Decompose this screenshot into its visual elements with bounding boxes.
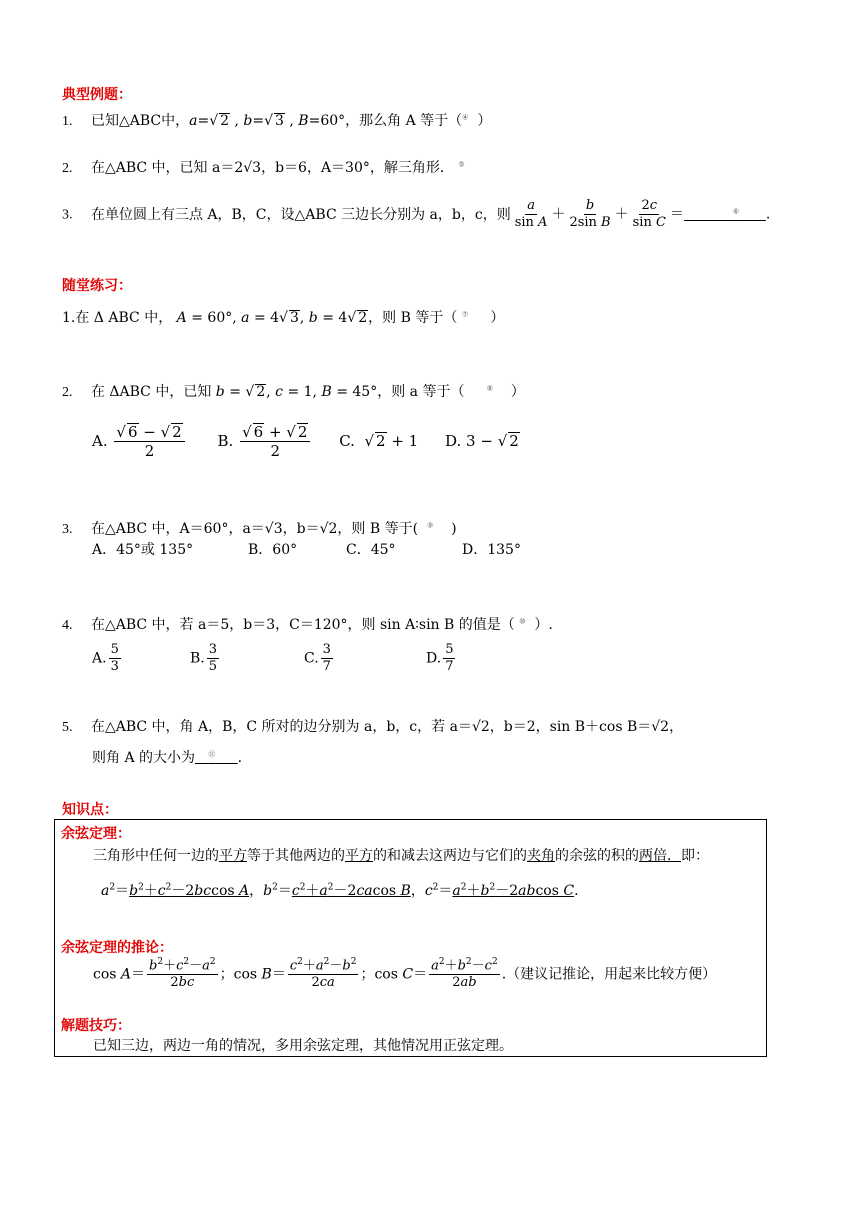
practice-2: 2. 在 ΔABC 中，已知 b = √ 2, c = 1, B = 45°，则 a 等于（ ⑧ ） xyxy=(62,381,525,401)
example-3: 3. 在单位圆上有三点 A，B，C，设△ABC 三边长分别为 a，b，c，则 $\frac{a}{\text{sin A}}$ ＋ $\frac{b}{\text{2sin B}}$ ＋ $\frac{2c}{\text{sin C}}$ ＝ ⑥ . xyxy=(62,198,771,230)
practice-4: 4. 在△ABC 中，若 a＝5，b＝3，C＝120°，则 sin A∶sin B 的值是（ ⑩ ）. xyxy=(62,617,553,633)
example-1: 1. 已知△ABC中，a=√ 2 , b=√ 3 , B=60°，那么角 A 等于（④ ） xyxy=(62,110,491,130)
cos-law-formulas: $a^2=b^2+c^2-2bccos$ A，$b^2=c^2+a^2-2cacos$ B，$c^2=a^2+b^2-2abcos$ C. xyxy=(101,882,579,899)
option-c: C．45° xyxy=(346,542,396,558)
tips-text: 已知三边，两边一角的情况，多用余弦定理，其他情况用正弦定理。 xyxy=(93,1038,513,1054)
option-a: A. √ $\frac{6 - √ 2}{2}$ xyxy=(92,432,187,450)
option-b: B. √ $\frac{6 + √ 2}{2}$ xyxy=(218,432,313,450)
cos-law-text: 三角形中任何一边的平方等于其他两边的平方的和减去这两边与它们的夹角的余弦的积的两倍．即： xyxy=(93,848,709,864)
option-a: A．45°或 135° xyxy=(92,542,194,558)
option-a: A. $\frac{5}{3}$ xyxy=(92,642,119,674)
practice-3-options xyxy=(92,539,521,559)
practice-4-options xyxy=(92,642,512,682)
section-practice-title: 随堂练习： xyxy=(62,278,132,294)
option-c: C. $\frac{3}{7}$ xyxy=(304,642,331,674)
practice-3: 3. 在△ABC 中，A＝60°，a＝√3，b＝√2，则 B 等于( ⑨ ) xyxy=(62,521,457,537)
option-d: D. $\frac{5}{7}$ xyxy=(426,642,454,674)
practice-2-options xyxy=(92,423,520,462)
tips-title: 解题技巧： xyxy=(61,1018,131,1034)
example-2: 2. 在△ABC 中，已知 a＝2√3，b＝6，A＝30°，解三角形． ⑤ xyxy=(62,160,465,176)
corollary-title: 余弦定理的推论： xyxy=(61,940,173,956)
option-c: C. √ 2 + 1 xyxy=(339,432,418,450)
cos-law-title: 余弦定理： xyxy=(61,826,131,842)
option-d: D. 3 − √ 2 xyxy=(445,432,520,450)
practice-5: 5. 在△ABC 中，角 A，B，C 所对的边分别为 a，b，c，若 a＝√2，b＝2，sin B＋cos B＝√2， xyxy=(62,719,684,735)
section-knowledge-title: 知识点： xyxy=(62,802,118,818)
practice-1: 1.在 Δ ABC 中， A = 60°, a = 4√ 3, b = 4√ 2，则 B 等于（ ⑦ ） xyxy=(62,307,504,327)
practice-5-line2: 则角 A 的大小为 ⑪ . xyxy=(92,750,243,766)
section-examples-title: 典型例题： xyxy=(62,87,132,103)
knowledge-box xyxy=(54,819,767,1057)
option-b: B. $\frac{3}{5}$ xyxy=(190,642,218,674)
corollary-formulas: cos A＝ $\frac{b^2+c^2-a^2}{2bc}$ ；cos B＝ $\frac{c^2+a^2-b^2}{2ca}$ ；cos C＝ $\frac{a^2+b^2-c^2}{2ab}$ .（建议记推论，用起来比较方便） xyxy=(93,957,717,990)
option-d: D．135° xyxy=(462,542,521,558)
option-b: B．60° xyxy=(248,542,298,558)
